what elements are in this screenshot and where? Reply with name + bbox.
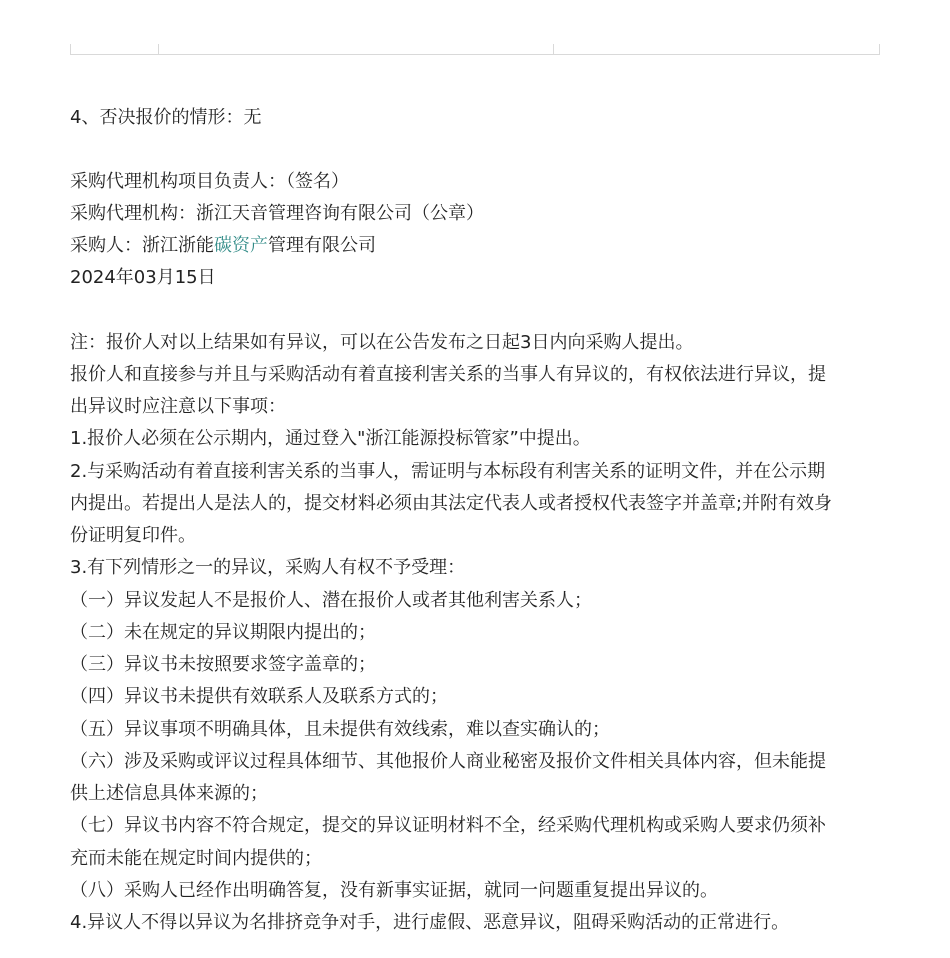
note-line: 份证明复印件。 [70,525,196,546]
rejection-line: 4、否决报价的情形：无 [70,107,262,128]
note-line: 4.异议人不得以异议为名排挤竞争对手，进行虚假、恶意异议，阻碍采购活动的正常进行。 [70,912,790,933]
note-line: （四）异议书未提供有效联系人及联系方式的； [70,686,448,707]
note-line: （六）涉及采购或评议过程具体细节、其他报价人商业秘密及报价文件相关具体内容，但未能提 [70,751,826,772]
note-line: 充而未能在规定时间内提供的； [70,848,322,869]
purchaser-prefix: 采购人：浙江浙能 [70,235,214,256]
note-line: 1.报价人必须在公示期内，通过登入"浙江能源投标管家”中提出。 [70,428,591,449]
note-line: （三）异议书未按照要求签字盖章的； [70,654,376,675]
note-line: （二）未在规定的异议期限内提出的； [70,622,376,643]
note-line: （五）异议事项不明确具体，且未提供有效线索，难以查实确认的； [70,719,610,740]
table-border-left [70,44,71,54]
note-line: （八）采购人已经作出明确答复，没有新事实证据，就同一问题重复提出异议的。 [70,880,718,901]
carbon-asset-link[interactable]: 碳资产 [214,235,268,256]
note-line: 2.与采购活动有着直接利害关系的当事人，需证明与本标段有利害关系的证明文件，并在公示期 [70,461,826,482]
note-line: 出异议时应注意以下事项： [70,396,286,417]
date-line: 2024年03月15日 [70,267,216,288]
note-line: 报价人和直接参与并且与采购活动有着直接利害关系的当事人有异议的，有权依法进行异议，提 [70,364,826,385]
note-line: 3.有下列情形之一的异议，采购人有权不予受理： [70,557,466,578]
table-column-divider [158,44,159,54]
note-line: 注：报价人对以上结果如有异议，可以在公告发布之日起3日内向采购人提出。 [70,332,694,353]
note-line: （七）异议书内容不符合规定，提交的异议证明材料不全，经采购代理机构或采购人要求仍须补 [70,815,826,836]
note-line: 内提出。若提出人是法人的，提交材料必须由其法定代表人或者授权代表签字并盖章;并附有效身 [70,493,833,514]
table-border-right [879,44,880,54]
purchaser-line [70,230,376,262]
project-lead-line: 采购代理机构项目负责人：（签名） [70,171,349,192]
results-table-bottom [70,0,880,55]
purchaser-suffix: 管理有限公司 [268,235,376,256]
agency-line: 采购代理机构：浙江天音管理咨询有限公司（公章） [70,203,484,224]
note-line: （一）异议发起人不是报价人、潜在报价人或者其他利害关系人； [70,590,592,611]
note-line: 供上述信息具体来源的； [70,783,268,804]
table-column-divider [553,44,554,54]
